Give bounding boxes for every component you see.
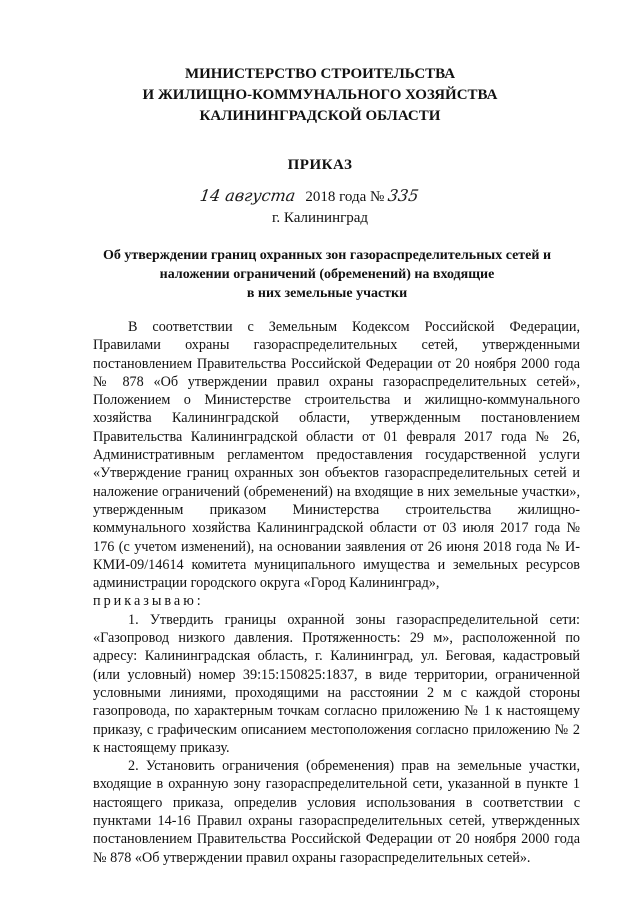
subject-line-1: Об утверждении границ охранных зон газораспределительных сетей и xyxy=(102,248,552,263)
ministry-line-2: И ЖИЛИЩНО-КОММУНАЛЬНОГО ХОЗЯЙСТВА xyxy=(142,87,498,103)
ministry-line-3: КАЛИНИНГРАДСКОЙ ОБЛАСТИ xyxy=(199,108,441,124)
order-subject xyxy=(92,246,562,303)
subject-line-2: наложении ограничений (обременений) на входящие xyxy=(159,267,495,282)
order-title: ПРИКАЗ xyxy=(287,157,353,173)
order-year-text: 2018 года № xyxy=(305,189,385,205)
item-2-paragraph: 2. Установить ограничения (обременения) прав на земельные участки, входящие в охранную зону газораспределительной сети, указанной в пункте 1 настоящего приказа, определив условия использования в соответствии с пунктами 14-16 Правил охраны газораспределительных сетей, утвержденных постановлением Правительства Российской Федерации от 20 ноября 2000 года № 878 «Об утверждении правил охраны газораспределительных сетей». xyxy=(93,758,580,866)
subject-line-3: в них земельные участки xyxy=(246,286,408,301)
item-1-paragraph: 1. Утвердить границы охранной зоны газораспределительной сети: «Газопровод низкого давления. Протяженность: 29 м», расположенной по адресу: Калининградская область, г. Калининград, ул. Беговая, кадастровый (или условный) номер 39:15:150825:1837, в виде территории, ограниченной условными линиями, проходящими на расстоянии 2 м с каждой стороны газопровода, по характерным точкам согласно приложению № 1 к настоящему приказу, с графическим описанием местоположения согласно приложению № 2 к настоящему приказу. xyxy=(93,611,580,756)
handwritten-date: 14 августа xyxy=(198,186,297,205)
order-word: приказываю: xyxy=(93,593,204,610)
preamble-text: В соответствии с Земельным Кодексом Российской Федерации, Правилами охраны газораспределительных сетей, утвержденными постановлением Правительства Российской Федерации от 20 ноября 2000 года № 878 «Об утверждении правил охраны газораспределительных сетей», Положением о Министерстве строительства и жилищно-коммунального хозяйства Калининградской области, утвержденным постановлением Правительства Калининградской области от 01 февраля 2017 года № 26, Административным регламентом предоставления государственной услуги «Утверждение границ охранных зон объектов газораспределительных сетей и наложение ограничений (обременений) на входящие в них земельные участки», утвержденным приказом Министерства строительства жилищно-коммунального хозяйства Калининградской области от 03 июля 2017 года № 176 (с учетом изменений), на основании заявления от 26 июня 2018 года № И-КМИ-09/14614 комитета муниципального имущества и земельных ресурсов администрации городского округа «Город Калининград», xyxy=(93,319,580,592)
handwritten-order-number: 335 xyxy=(386,186,421,205)
ministry-line-1: МИНИСТЕРСТВО СТРОИТЕЛЬСТВА xyxy=(184,66,456,82)
preamble-paragraph xyxy=(93,318,580,592)
ministry-header xyxy=(60,64,580,127)
order-city: г. Калининград xyxy=(271,210,369,226)
order-date-line xyxy=(200,186,419,206)
order-body xyxy=(93,318,580,867)
